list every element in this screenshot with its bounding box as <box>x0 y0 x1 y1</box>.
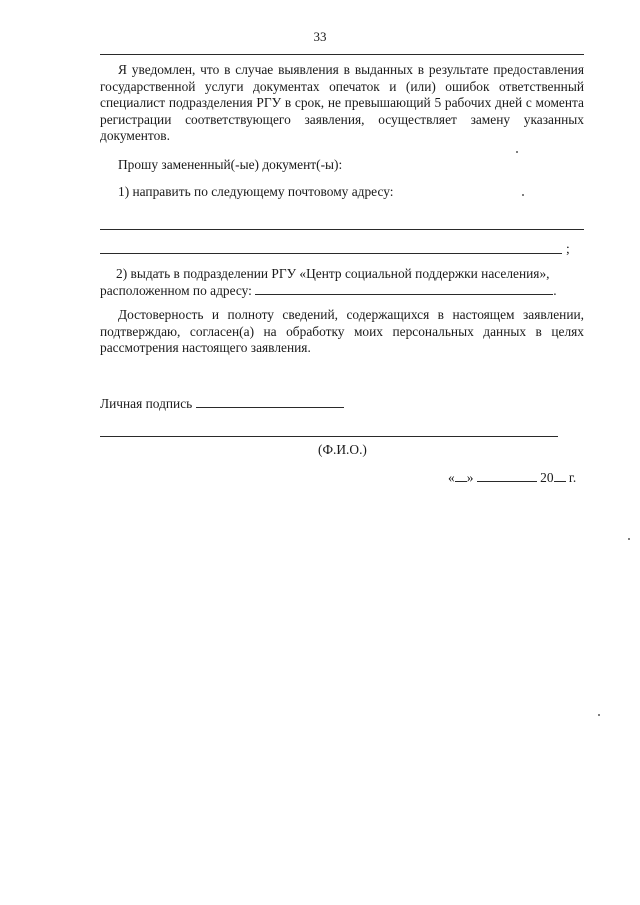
fio-caption: (Ф.И.О.) <box>318 442 367 457</box>
option1-text: 1) направить по следующему почтовому адресу: <box>118 184 394 199</box>
fio-line[interactable] <box>100 436 558 437</box>
period: . <box>553 283 557 298</box>
option2-line2 <box>100 283 557 299</box>
header-rule <box>100 54 584 55</box>
day-field[interactable] <box>455 470 467 482</box>
option2-address-label: расположенном по адресу: <box>100 283 252 298</box>
request-intro: Прошу замененный(-ые) документ(-ы): <box>118 157 343 172</box>
signature-field[interactable] <box>196 396 344 408</box>
office-address-field[interactable] <box>255 283 553 295</box>
date-open-quote: « <box>448 470 455 485</box>
date-close-quote: » <box>466 470 474 485</box>
scan-speck <box>598 714 600 716</box>
semicolon: ; <box>566 241 570 256</box>
scan-speck <box>516 151 518 153</box>
month-field[interactable] <box>477 470 537 482</box>
year-field[interactable] <box>554 470 566 482</box>
signature-row <box>100 396 344 412</box>
address-line-1[interactable] <box>100 229 584 230</box>
consent-paragraph: Достоверность и полноту сведений, содержащихся в настоящем заявлении, подтверждаю, согласен(а) на обработку моих персональных данных в целях рассмотрения настоящего заявления. <box>100 307 584 355</box>
scan-speck <box>628 538 630 540</box>
scan-speck <box>522 194 524 196</box>
signature-label: Личная подпись <box>100 396 193 411</box>
address-line-2[interactable] <box>100 253 562 254</box>
notice-paragraph: Я уведомлен, что в случае выявления в выданных в результате предоставления государственной услуги документах опечаток и (или) ошибок ответственный специалист подразделения РГУ в срок, не превышающий 5 рабочих дней с момента регистрации соответствующего заявления, осуществляет замену указанных документов. <box>100 62 584 143</box>
year-suffix: г. <box>568 470 577 485</box>
date-row <box>448 470 576 486</box>
year-prefix: 20 <box>540 470 554 485</box>
option2-line1: 2) выдать в подразделении РГУ «Центр социальной поддержки населения», <box>116 266 550 281</box>
page-number: 33 <box>313 29 327 44</box>
